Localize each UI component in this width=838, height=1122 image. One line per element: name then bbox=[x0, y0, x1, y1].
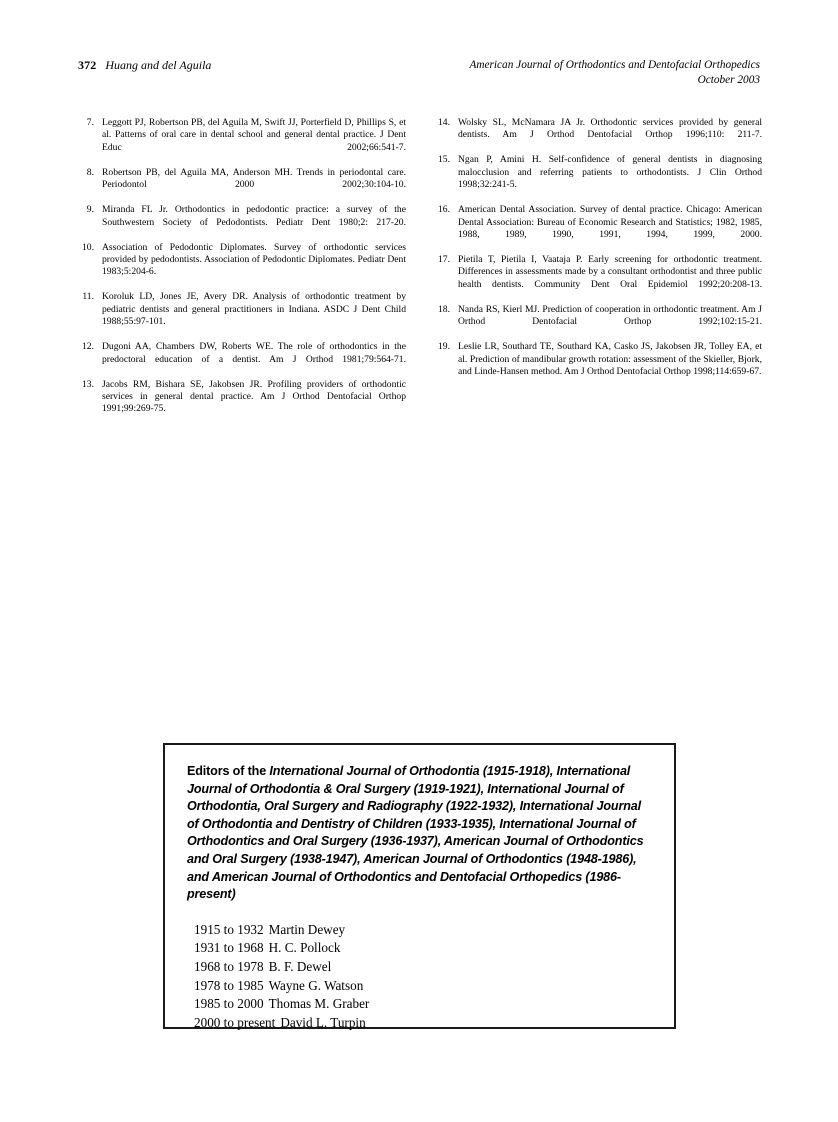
reference-number: 18. bbox=[438, 303, 450, 315]
editor-name: David L. Turpin bbox=[280, 1014, 366, 1030]
reference-text: Pietila T, Pietila I, Vaataja P. Early screening for orthodontic treatment. Differences in assessments made by a consultant orthodontist and three public health dentists. Community Dent Oral Epidemiol 1992;20:208-13. bbox=[458, 253, 762, 290]
reference-item bbox=[434, 254, 762, 304]
reference-text: Ngan P, Amini H. Self-confidence of general dentists in diagnosing malocclusion and referring patients to orthodontists. J Clin Orthod 1998;32:241-5. bbox=[458, 154, 762, 191]
page-number: 372 bbox=[78, 58, 97, 72]
reference-column-right bbox=[434, 117, 762, 416]
editors-box bbox=[163, 743, 676, 1029]
editor-years: 1968 to 1978 bbox=[194, 958, 264, 974]
reference-item bbox=[434, 204, 762, 254]
editor-name: Martin Dewey bbox=[268, 921, 346, 937]
reference-number: 11. bbox=[82, 291, 94, 303]
reference-text: Leslie LR, Southard TE, Southard KA, Casko JS, Jakobsen JR, Tolley EA, et al. Prediction of mandibular growth rotation: assessment of the Skieller, Bjork, and Linde-Hansen method. Am J Orthod Dentofacial Orthop 1998;114:659-67. bbox=[458, 341, 762, 378]
editors-title-prefix: Editors of the bbox=[187, 764, 270, 778]
editor-entry bbox=[194, 977, 652, 996]
editor-name: Thomas M. Graber bbox=[268, 996, 370, 1012]
reference-text: Miranda FL Jr. Orthodontics in pedodontic practice: a survey of the Southwestern Society of Pedodontists. Pediatr Dent 1980;2: 217-20. bbox=[102, 204, 406, 228]
reference-number: 19. bbox=[438, 341, 450, 353]
running-head-right bbox=[469, 58, 760, 87]
reference-item bbox=[78, 341, 406, 378]
editor-entry bbox=[194, 939, 652, 958]
reference-number: 17. bbox=[438, 253, 450, 265]
reference-number: 7. bbox=[86, 117, 94, 128]
editor-years: 2000 to present bbox=[194, 1014, 276, 1030]
reference-number: 12. bbox=[82, 341, 94, 353]
reference-number: 10. bbox=[82, 241, 94, 253]
reference-text: Dugoni AA, Chambers DW, Roberts WE. The role of orthodontics in the predoctoral education of a dentist. Am J Orthod 1981;79:564-71. bbox=[102, 341, 406, 365]
editor-entry bbox=[194, 995, 652, 1014]
editors-list bbox=[187, 921, 652, 1033]
editor-entry bbox=[194, 958, 652, 977]
reference-number: 15. bbox=[438, 154, 450, 166]
issue-date: October 2003 bbox=[697, 73, 760, 86]
editor-name: B. F. Dewel bbox=[268, 958, 332, 974]
reference-text: Robertson PB, del Aguila MA, Anderson MH. Trends in periodontal care. Periodontol 2000 2002;30:104-10. bbox=[102, 166, 406, 191]
reference-text: American Dental Association. Survey of dental practice. Chicago: American Dental Association: Bureau of Economic Research and Statistics; 1982, 1985, 1988, 1989, 1990, 1991, 1994, 1999, 2000. bbox=[458, 204, 762, 241]
reference-number: 16. bbox=[438, 204, 450, 216]
editors-box-content bbox=[165, 745, 674, 1046]
reference-item bbox=[78, 291, 406, 341]
reference-item bbox=[434, 117, 762, 154]
reference-list bbox=[78, 117, 762, 416]
reference-item bbox=[78, 204, 406, 241]
reference-number: 14. bbox=[438, 117, 450, 128]
editor-entry bbox=[194, 1014, 652, 1033]
reference-item bbox=[434, 154, 762, 204]
journal-title: American Journal of Orthodontics and Dentofacial Orthopedics bbox=[469, 59, 760, 71]
editor-name: H. C. Pollock bbox=[268, 940, 341, 956]
reference-text: Nanda RS, Kierl MJ. Prediction of cooperation in orthodontic treatment. Am J Orthod Dentofacial Orthop 1992;102:15-21. bbox=[458, 303, 762, 328]
editor-years: 1931 to 1968 bbox=[194, 940, 264, 956]
reference-text: Association of Pedodontic Diplomates. Survey of orthodontic services provided by pedodontists. Association of Pedodontic Diplomates. Pediatr Dent 1983;5:204-6. bbox=[102, 241, 406, 278]
running-head-authors: Huang and del Aguila bbox=[105, 58, 212, 72]
editor-years: 1985 to 2000 bbox=[194, 996, 264, 1012]
editor-years: 1978 to 1985 bbox=[194, 977, 264, 993]
editor-years: 1915 to 1932 bbox=[194, 921, 264, 937]
editors-title-journals: International Journal of Orthodontia (1915-1918), International Journal of Orthodontia & Oral Surgery (1919-1921), International Journal of Orthodontia, Oral Surgery and Radiography (1922-1932), International Journal of Orthodontia and Dentistry of Children (1933-1935), International Journal of Orthodontics and Oral Surgery (1936-1937), American Journal of Orthodontics and Oral Surgery (1938-1947), American Journal of Orthodontics (1948-1986), and American Journal of Orthodontics and Dentofacial Orthopedics (1986-present) bbox=[187, 764, 644, 902]
reference-number: 8. bbox=[86, 166, 94, 178]
reference-item bbox=[78, 242, 406, 292]
reference-number: 9. bbox=[86, 204, 94, 216]
reference-item bbox=[78, 167, 406, 204]
reference-item bbox=[434, 341, 762, 378]
reference-text: Koroluk LD, Jones JE, Avery DR. Analysis of orthodontic treatment by pediatric dentists and general practitioners in Indiana. ASDC J Dent Child 1988;55:97-101. bbox=[102, 291, 406, 328]
reference-item bbox=[78, 117, 406, 167]
running-head bbox=[78, 58, 760, 98]
reference-column-left bbox=[78, 117, 406, 416]
editor-entry bbox=[194, 921, 652, 940]
reference-item bbox=[78, 379, 406, 416]
running-head-left bbox=[78, 58, 211, 73]
reference-text: Wolsky SL, McNamara JA Jr. Orthodontic services provided by general dentists. Am J Orthod Dentofacial Orthop 1996;110: 211-7. bbox=[458, 117, 762, 141]
editor-name: Wayne G. Watson bbox=[268, 977, 364, 993]
editors-box-title bbox=[187, 763, 652, 904]
reference-item bbox=[434, 304, 762, 341]
reference-number: 13. bbox=[82, 378, 94, 390]
reference-text: Leggott PJ, Robertson PB, del Aguila M, Swift JJ, Porterfield D, Phillips S, et al. Patterns of oral care in dental school and general dental practice. J Dent Educ 2002;66:541-7. bbox=[102, 117, 406, 153]
reference-text: Jacobs RM, Bishara SE, Jakobsen JR. Profiling providers of orthodontic services in general dental practice. Am J Orthod Dentofacial Orthop 1991;99:269-75. bbox=[102, 378, 406, 415]
